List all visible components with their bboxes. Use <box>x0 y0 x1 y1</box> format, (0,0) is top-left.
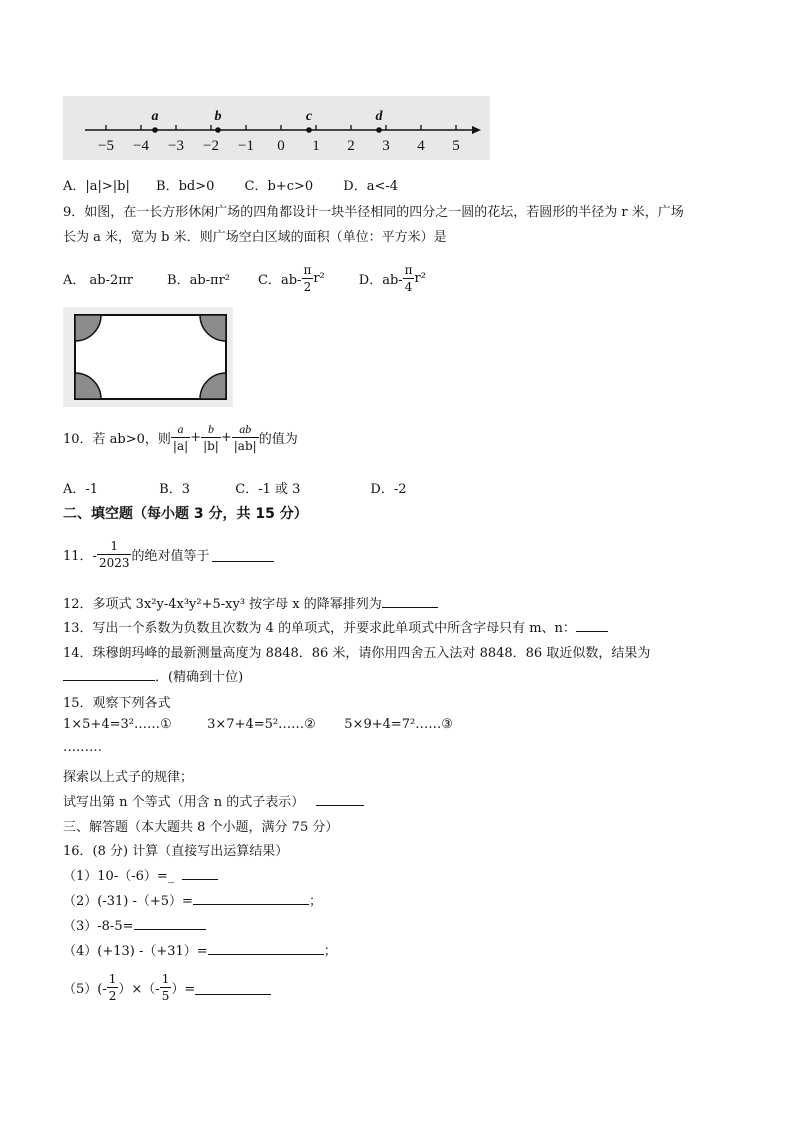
q16-part5-fraction-2: $\frac{1}{5}$ <box>161 972 170 1003</box>
q16-part4-blank[interactable] <box>208 940 324 955</box>
q8-option-b: B．bd>0 <box>156 179 215 194</box>
q16-part4: （4）(+13) -（+31）= ； <box>63 940 337 959</box>
q12-question: 12．多项式 3x²y-4x³y²+5-xy³ 按字母 x 的降幂排列为 <box>63 593 438 612</box>
q15-explore: 探索以上式子的规律； <box>63 770 194 785</box>
q8-option-d: D．a<-4 <box>343 179 399 194</box>
q16-part3: （3）-8-5= <box>63 915 206 934</box>
q16-part3-blank[interactable] <box>134 915 206 930</box>
q10-fraction-a: $\frac{a}{|a|}$ <box>172 422 189 453</box>
q15-ellipsis: ……… <box>63 740 102 755</box>
q9-line2: 长为 a 米，宽为 b 米．则广场空白区域的面积（单位：平方米）是 <box>63 230 447 245</box>
number-line-point-b <box>215 127 221 133</box>
number-line-point-label-c: c <box>305 109 313 124</box>
q11-question: 11．- $\frac{1}{2023}$ 的绝对值等于 <box>63 538 274 571</box>
q15-answer-blank[interactable] <box>316 791 364 806</box>
q13-answer-blank[interactable] <box>576 617 608 632</box>
number-line-tick-label: −3 <box>168 138 184 154</box>
number-line-point-label-d: d <box>375 109 383 124</box>
q11-fraction: $\frac{1}{2023}$ <box>98 539 130 570</box>
number-line-point-c <box>306 127 312 133</box>
q12-answer-blank[interactable] <box>382 593 438 608</box>
q9-option-a: A． ab-2πr <box>63 273 134 288</box>
number-line-point-label-b: b <box>214 109 222 124</box>
q8-option-c: C．b+c>0 <box>244 179 314 194</box>
q14-line2: ．(精确到十位) <box>63 666 243 685</box>
q15-equation-2: 3×7+4=5²……② <box>207 717 316 732</box>
q14-answer-blank[interactable] <box>63 666 155 681</box>
q16-part1-blank[interactable] <box>182 865 218 880</box>
number-line-tick-label: 4 <box>417 138 425 154</box>
number-line-point-label-a: a <box>151 109 159 124</box>
q16-part5-fraction-1: $\frac{1}{2}$ <box>108 972 117 1003</box>
q16-part2: （2）(-31) -（+5）= ； <box>63 890 322 909</box>
q11-answer-blank[interactable] <box>212 547 274 562</box>
q10-option-b: B．3 <box>159 482 190 497</box>
q15-equation-3: 5×9+4=7²……③ <box>344 717 453 732</box>
q16-title: 16．(8 分) 计算（直接写出运算结果） <box>63 844 289 859</box>
q10-option-d: D．-2 <box>370 482 407 497</box>
number-line-tick-label: −2 <box>203 138 219 154</box>
q10-option-c: C．-1 或 3 <box>235 482 301 497</box>
q9-option-b: B．ab-πr² <box>167 273 231 288</box>
section-heading-answers: 三、解答题（本大题共 8 个小题，满分 75 分） <box>63 820 339 835</box>
q9-options <box>63 262 426 295</box>
number-line-tick-label: 0 <box>277 138 285 154</box>
q15-equation-1: 1×5+4=3²……① <box>63 717 172 732</box>
q9-option-c-fraction: $\frac{\pi}{2}$ <box>303 263 312 294</box>
q15-equations <box>63 717 453 732</box>
q16-part5-blank[interactable] <box>195 980 271 995</box>
number-line-point-a <box>152 127 158 133</box>
q13-question: 13．写出一个系数为负数且次数为 4 的单项式，并要求此单项式中所含字母只有 m、n： <box>63 617 608 636</box>
q15-ask: 试写出第 n 个等式（用含 n 的式子表示） <box>63 791 364 810</box>
q10-options <box>63 478 407 497</box>
q9-option-d: D．ab- $\frac{\pi}{4}$ r² <box>358 263 426 294</box>
number-line-tick-label: 3 <box>382 138 390 154</box>
q10-question: 10．若 ab>0，则 $\frac{a}{|a|}$ + $\frac{b}{|b|}$ + $\frac{ab}{|ab|}$ 的值为 <box>63 422 298 453</box>
q8-options <box>63 175 398 194</box>
q9-line1: 9．如图，在一长方形休闲广场的四角都设计一块半径相同的四分之一圆的花坛，若圆形的半径为 r 米，广场 <box>63 205 684 220</box>
rectangle-plaza-figure <box>63 307 233 407</box>
q16-part2-blank[interactable] <box>193 890 309 905</box>
q10-fraction-ab: $\frac{ab}{|ab|}$ <box>233 422 257 453</box>
q9-option-c: C．ab- $\frac{\pi}{2}$ r² <box>258 263 325 294</box>
number-line-tick-label: 2 <box>347 138 355 154</box>
number-line-figure <box>63 96 490 160</box>
number-line-tick-label: 1 <box>312 138 320 154</box>
q10-fraction-b: $\frac{b}{|b|}$ <box>203 422 219 453</box>
q15-title: 15．观察下列各式 <box>63 696 171 711</box>
q16-part1: （1）10-（-6）=_ <box>63 865 218 884</box>
number-line-tick-label: 5 <box>452 138 460 154</box>
section-heading-fill-in: 二、填空题（每小题 3 分，共 15 分） <box>63 506 308 522</box>
number-line-tick-label: −5 <box>98 138 114 154</box>
q8-option-a: A．|a|>|b| <box>63 179 130 194</box>
q16-part5: （5）(- $\frac{1}{2}$ ）×（- $\frac{1}{5}$ ）= <box>63 971 271 1004</box>
number-line-point-d <box>376 127 382 133</box>
number-line-tick-label: −1 <box>238 138 254 154</box>
q10-option-a: A．-1 <box>63 482 99 497</box>
q14-line1: 14．珠穆朗玛峰的最新测量高度为 8848．86 米，请你用四舍五入法对 8848．86 取近似数，结果为 <box>63 646 651 661</box>
number-line-tick-label: −4 <box>133 138 149 154</box>
q9-option-d-fraction: $\frac{\pi}{4}$ <box>404 263 413 294</box>
